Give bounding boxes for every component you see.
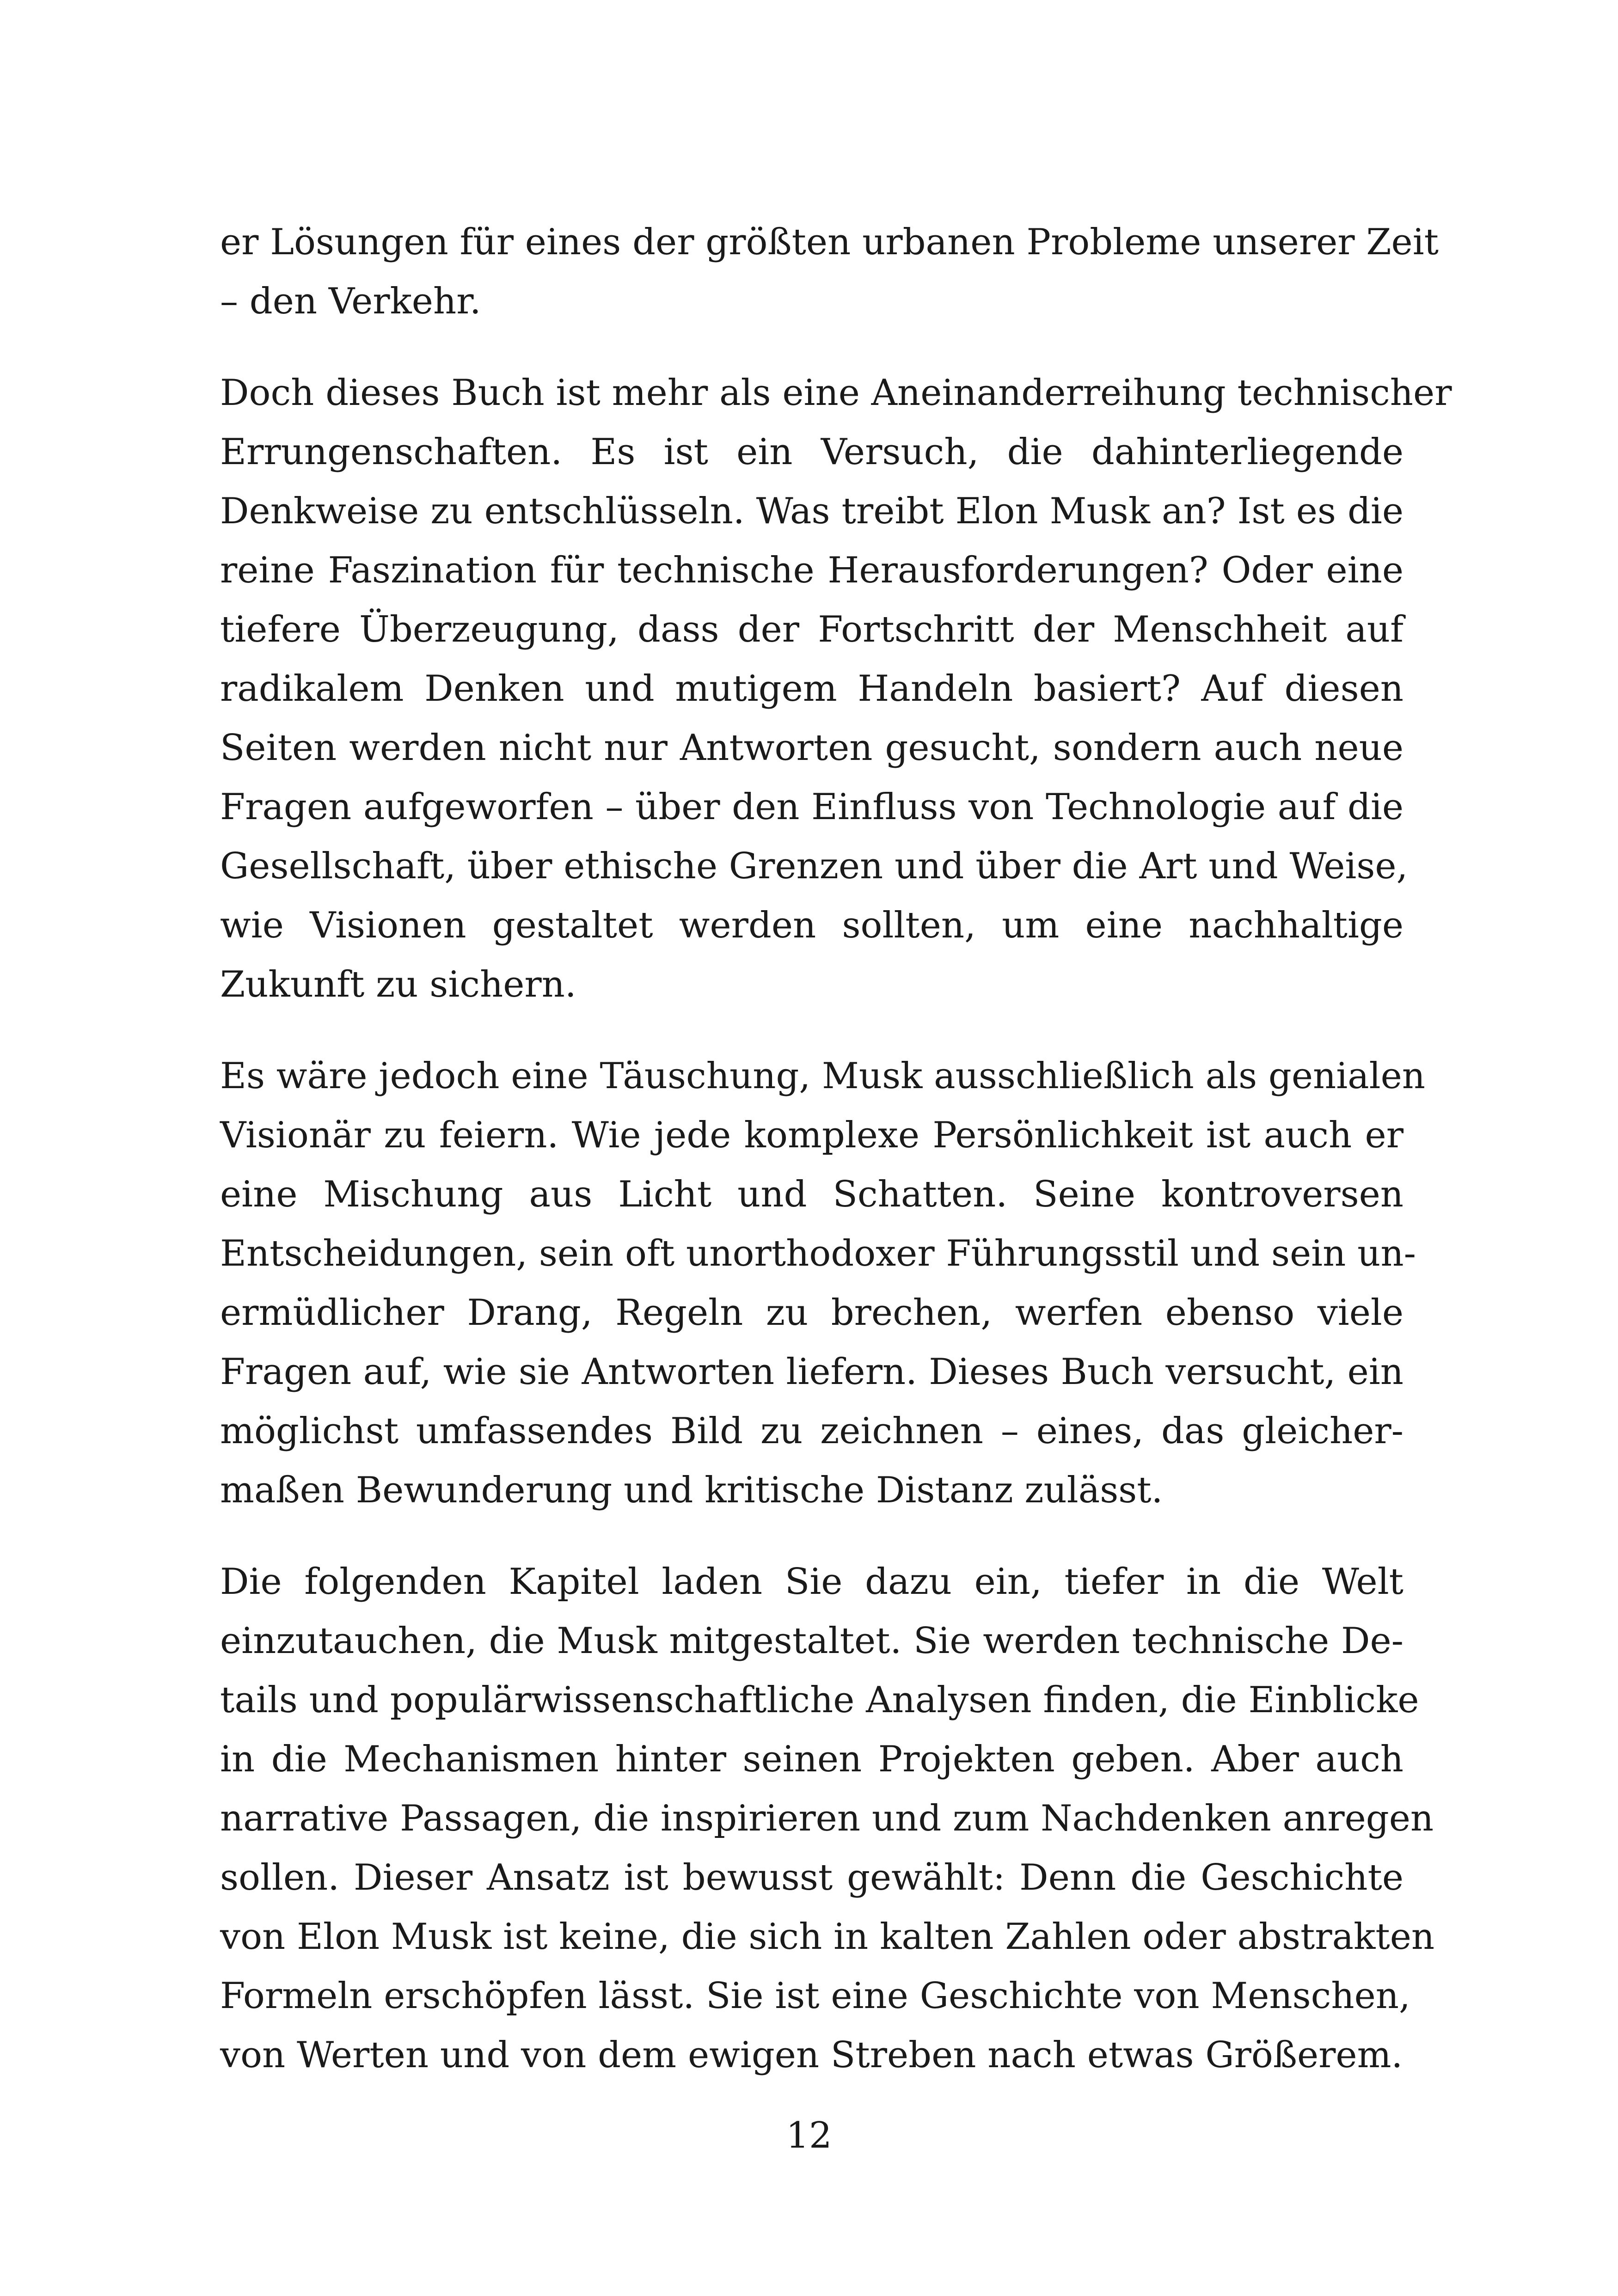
paragraph-4 [220,1552,1435,2085]
text-line: eine Mischung aus Licht und Schatten. Seine kontroversen [220,1174,1403,1215]
paragraph-1 [220,213,1439,331]
text-line: einzutauchen, die Musk mitgestaltet. Sie werden technische De- [220,1620,1403,1662]
text-line: von Elon Musk ist keine, die sich in kalten Zahlen oder abstrakten [220,1916,1435,1958]
page-number: 12 [786,2115,832,2156]
text-line: Fragen auf, wie sie Antworten liefern. Dieses Buch versucht, ein [220,1351,1403,1393]
text-line: ermüdlicher Drang, Regeln zu brechen, werfen ebenso viele [220,1292,1403,1334]
text-line: Denkweise zu entschlüsseln. Was treibt Elon Musk an? Ist es die [220,490,1403,532]
text-line: tails und populärwissenschaftliche Analysen finden, die Einblicke [220,1679,1419,1721]
paragraph-3 [220,1047,1426,1520]
text-line: Fragen aufgeworfen – über den Einfluss von Technologie auf die [220,786,1403,828]
text-line: Errungenschaften. Es ist ein Versuch, die dahinterliegende [220,431,1403,473]
text-line: narrative Passagen, die inspirieren und zum Nachdenken anregen [220,1798,1434,1839]
paragraph-2 [220,363,1452,1014]
text-line: Visionär zu feiern. Wie jede komplexe Persönlichkeit ist auch er [220,1114,1403,1156]
text-line: Gesellschaft, über ethische Grenzen und über die Art und Weise, [220,845,1408,887]
text-line: in die Mechanismen hinter seinen Projekten geben. Aber auch [220,1739,1403,1780]
text-line: wie Visionen gestaltet werden sollten, um eine nachhaltige [220,905,1403,946]
text-line: Formeln erschöpfen lässt. Sie ist eine Geschichte von Menschen, [220,1975,1410,2017]
text-line: er Lösungen für eines der größten urbanen Probleme unserer Zeit [220,221,1439,263]
text-line: Seiten werden nicht nur Antworten gesucht, sondern auch neue [220,727,1403,769]
text-line: Doch dieses Buch ist mehr als eine Aneinanderreihung technischer [220,372,1452,414]
text-line: radikalem Denken und mutigem Handeln basiert? Auf diesen [220,668,1403,710]
text-line: tiefere Überzeugung, dass der Fortschritt der Menschheit auf [220,609,1403,650]
text-line: reine Faszination für technische Herausforderungen? Oder eine [220,550,1403,591]
body-text [220,213,1452,2085]
text-line: Entscheidungen, sein oft unorthodoxer Führungsstil und sein un- [220,1233,1416,1274]
text-line: Es wäre jedoch eine Täuschung, Musk ausschließlich als genialen [220,1055,1426,1097]
text-line: – den Verkehr. [220,281,481,322]
text-line: Die folgenden Kapitel laden Sie dazu ein, tiefer in die Welt [220,1561,1403,1603]
text-line: von Werten und von dem ewigen Streben nach etwas Größerem. [220,2034,1403,2076]
text-line: sollen. Dieser Ansatz ist bewusst gewählt: Denn die Geschichte [220,1857,1403,1898]
text-line: Zukunft zu sichern. [220,964,576,1005]
text-line: möglichst umfassendes Bild zu zeichnen – eines, das gleicher- [220,1410,1403,1452]
text-line: maßen Bewunderung und kritische Distanz zulässt. [220,1469,1163,1511]
